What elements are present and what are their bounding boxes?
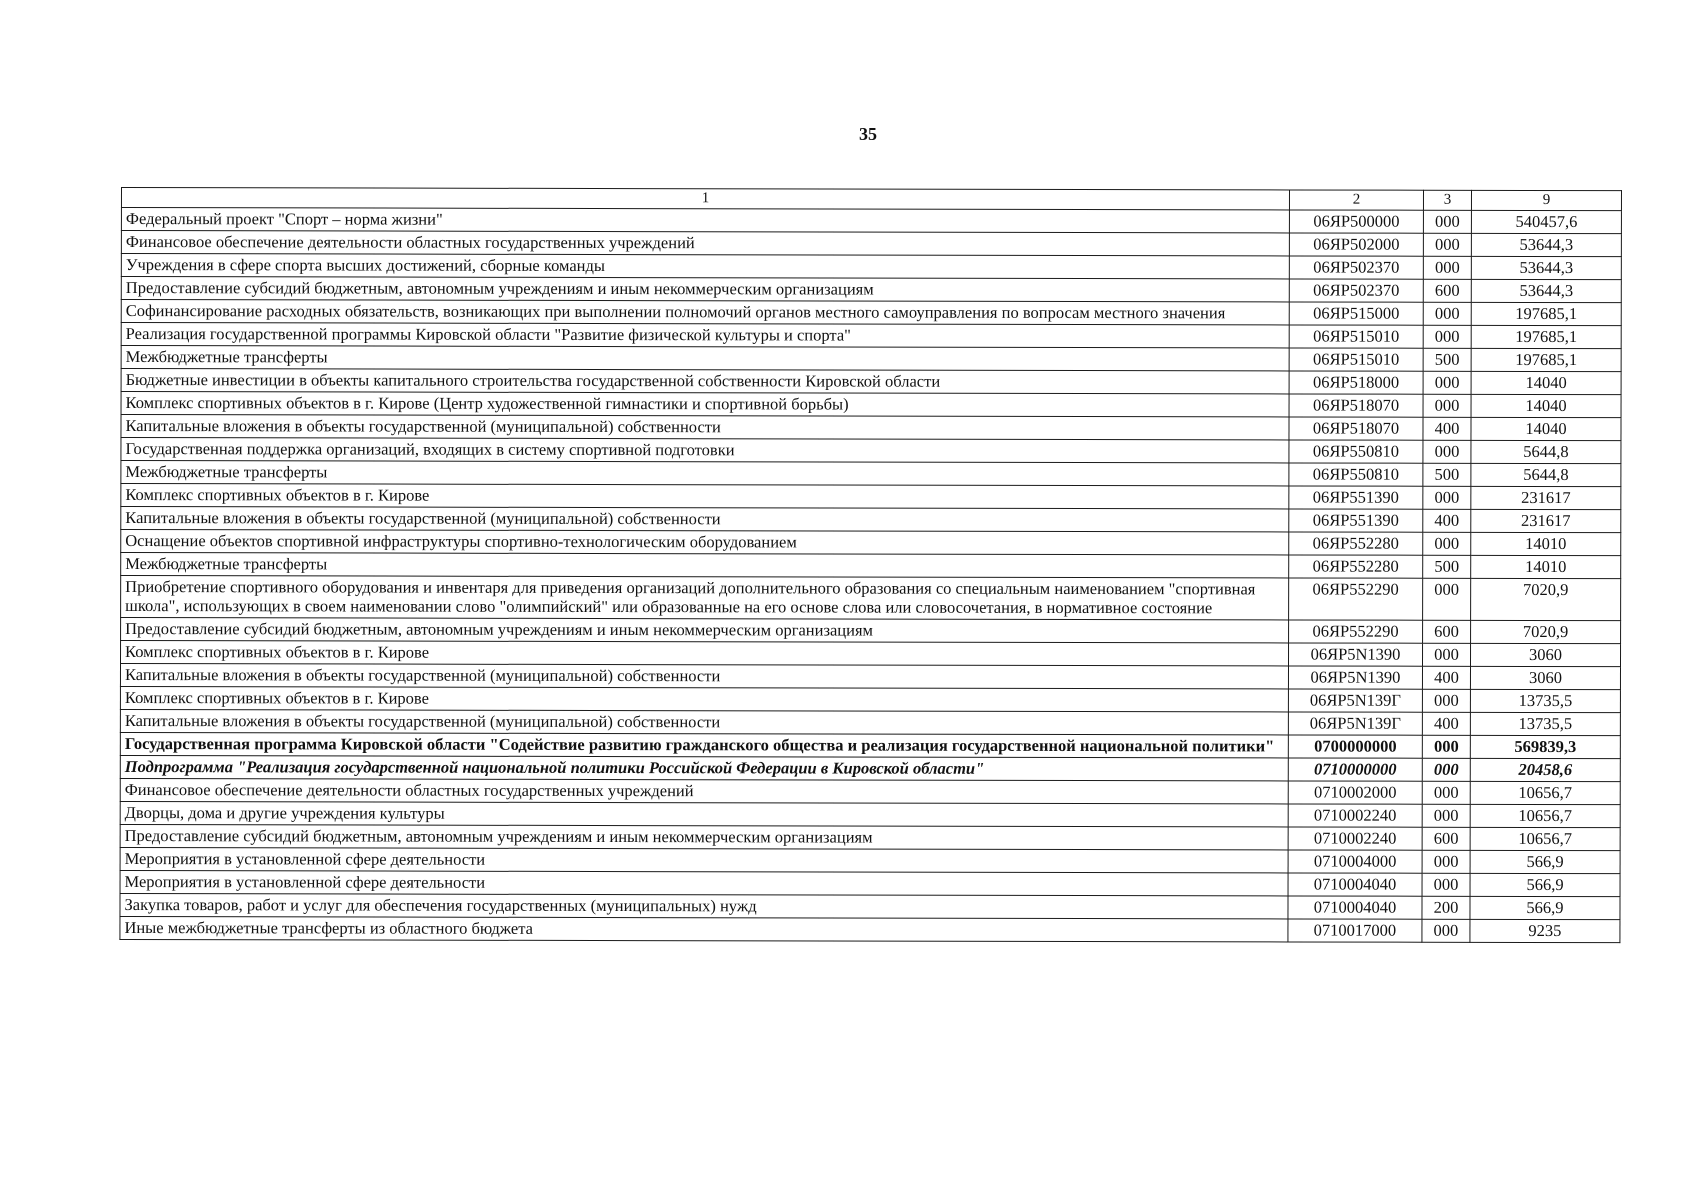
cell-name: Капитальные вложения в объекты государственной (муниципальной) собственности xyxy=(121,415,1289,440)
cell-name: Предоставление субсидий бюджетным, автономным учреждениям и иным некоммерческим организациям xyxy=(121,277,1289,302)
table-row xyxy=(120,755,1620,781)
cell-name: Учреждения в сфере спорта высших достижений, сборные команды xyxy=(121,254,1289,279)
table-row xyxy=(121,300,1621,326)
cell-vr: 400 xyxy=(1423,509,1471,532)
cell-name: Приобретение спортивного оборудования и инвентаря для приведения организаций дополнительного образования со специальным наименованием "спортивная школа", использующих в своем наименовании слово "олимпийский" или образованные на его основе слова или словосочетания, в нормативное состояние xyxy=(121,576,1289,620)
cell-code: 06ЯР550810 xyxy=(1289,463,1423,486)
cell-vr: 600 xyxy=(1423,620,1471,643)
cell-code: 06ЯР550810 xyxy=(1289,440,1423,463)
table-row xyxy=(121,208,1621,234)
cell-amount: 13735,5 xyxy=(1470,689,1620,712)
cell-name: Капитальные вложения в объекты государственной (муниципальной) собственности xyxy=(121,507,1289,532)
cell-code: 06ЯР518000 xyxy=(1289,371,1423,394)
cell-code: 0710002240 xyxy=(1288,804,1422,827)
cell-amount: 540457,6 xyxy=(1471,210,1621,233)
cell-name: Межбюджетные трансферты xyxy=(121,461,1289,486)
table-row xyxy=(121,618,1621,644)
cell-vr: 600 xyxy=(1423,279,1471,302)
cell-vr: 000 xyxy=(1423,210,1471,233)
table-row xyxy=(121,530,1621,556)
cell-vr: 000 xyxy=(1422,804,1470,827)
cell-code: 06ЯР5N1390 xyxy=(1288,643,1422,666)
cell-name: Капитальные вложения в объекты государственной (муниципальной) собственности xyxy=(120,664,1288,689)
cell-name: Комплекс спортивных объектов в г. Кирове (Центр художественной гимнастики и спортивной борьбы) xyxy=(121,392,1289,417)
cell-code: 06ЯР518070 xyxy=(1289,417,1423,440)
table-row xyxy=(121,277,1621,303)
cell-amount: 3060 xyxy=(1470,666,1620,689)
cell-vr: 500 xyxy=(1423,555,1471,578)
cell-code: 06ЯР518070 xyxy=(1289,394,1423,417)
table-row xyxy=(121,392,1621,418)
table-row xyxy=(120,916,1620,942)
cell-amount: 53644,3 xyxy=(1471,256,1621,279)
cell-amount: 566,9 xyxy=(1470,896,1620,919)
cell-code: 06ЯР502370 xyxy=(1289,279,1423,302)
cell-code: 0710004040 xyxy=(1288,896,1422,919)
cell-code: 06ЯР500000 xyxy=(1289,210,1423,233)
cell-code: 0710002240 xyxy=(1288,827,1422,850)
cell-name: Мероприятия в установленной сфере деятельности xyxy=(120,847,1288,872)
cell-code: 06ЯР515000 xyxy=(1289,302,1423,325)
cell-vr: 400 xyxy=(1423,417,1471,440)
cell-amount: 53644,3 xyxy=(1471,233,1621,256)
table-row xyxy=(120,732,1620,758)
cell-amount: 10656,7 xyxy=(1470,827,1620,850)
cell-name: Финансовое обеспечение деятельности областных государственных учреждений xyxy=(120,778,1288,803)
table-row xyxy=(120,709,1620,735)
cell-vr: 000 xyxy=(1423,256,1471,279)
cell-vr: 000 xyxy=(1422,758,1470,781)
cell-amount: 14040 xyxy=(1471,417,1621,440)
table-row xyxy=(121,415,1621,441)
table-row xyxy=(121,323,1621,349)
cell-name: Комплекс спортивных объектов в г. Кирове xyxy=(121,641,1289,666)
cell-code: 0710017000 xyxy=(1288,919,1422,942)
cell-code: 06ЯР5N139Г xyxy=(1288,689,1422,712)
cell-amount: 197685,1 xyxy=(1471,302,1621,325)
cell-code: 06ЯР552290 xyxy=(1289,578,1423,620)
cell-amount: 5644,8 xyxy=(1471,463,1621,486)
table-row xyxy=(121,576,1621,621)
table-row xyxy=(120,870,1620,896)
cell-amount: 566,9 xyxy=(1470,850,1620,873)
cell-amount: 10656,7 xyxy=(1470,804,1620,827)
cell-name: Федеральный проект "Спорт – норма жизни" xyxy=(121,208,1289,233)
cell-code: 0710004000 xyxy=(1288,850,1422,873)
cell-amount: 14010 xyxy=(1471,532,1621,555)
cell-code: 0710002000 xyxy=(1288,781,1422,804)
cell-vr: 000 xyxy=(1423,486,1471,509)
cell-vr: 400 xyxy=(1422,712,1470,735)
header-col-name: 1 xyxy=(121,188,1289,210)
cell-code: 06ЯР515010 xyxy=(1289,348,1423,371)
table-row xyxy=(121,484,1621,510)
cell-code: 06ЯР551390 xyxy=(1289,486,1423,509)
page-number: 35 xyxy=(859,124,877,144)
cell-code: 06ЯР5N139Г xyxy=(1288,712,1422,735)
cell-code: 0710004040 xyxy=(1288,873,1422,896)
cell-code: 06ЯР552280 xyxy=(1289,532,1423,555)
cell-vr: 000 xyxy=(1422,689,1470,712)
cell-name: Межбюджетные трансферты xyxy=(121,553,1289,578)
table-row xyxy=(120,778,1620,804)
header-col-amount: 9 xyxy=(1471,190,1621,210)
cell-amount: 231617 xyxy=(1471,509,1621,532)
cell-vr: 000 xyxy=(1423,532,1471,555)
cell-name: Комплекс спортивных объектов в г. Кирове xyxy=(121,484,1289,509)
cell-name: Мероприятия в установленной сфере деятельности xyxy=(120,870,1288,895)
cell-vr: 000 xyxy=(1423,325,1471,348)
cell-vr: 000 xyxy=(1423,440,1471,463)
cell-code: 06ЯР502000 xyxy=(1289,233,1423,256)
cell-amount: 569839,3 xyxy=(1470,735,1620,758)
cell-vr: 000 xyxy=(1422,919,1470,942)
cell-vr: 000 xyxy=(1423,302,1471,325)
cell-amount: 197685,1 xyxy=(1471,325,1621,348)
cell-vr: 500 xyxy=(1423,463,1471,486)
cell-amount: 14010 xyxy=(1471,555,1621,578)
cell-code: 06ЯР515010 xyxy=(1289,325,1423,348)
cell-vr: 500 xyxy=(1423,348,1471,371)
cell-code: 06ЯР502370 xyxy=(1289,256,1423,279)
cell-vr: 000 xyxy=(1422,873,1470,896)
cell-amount: 5644,8 xyxy=(1471,440,1621,463)
cell-amount: 9235 xyxy=(1470,919,1620,942)
cell-name: Бюджетные инвестиции в объекты капитального строительства государственной собственности Кировской области xyxy=(121,369,1289,394)
cell-name: Подпрограмма "Реализация государственной национальной политики Российской Федерации в Кировской области" xyxy=(120,755,1288,780)
table-row xyxy=(120,893,1620,919)
cell-amount: 7020,9 xyxy=(1471,620,1621,643)
table-row xyxy=(120,824,1620,850)
cell-vr: 000 xyxy=(1422,850,1470,873)
cell-amount: 20458,6 xyxy=(1470,758,1620,781)
cell-amount: 13735,5 xyxy=(1470,712,1620,735)
cell-amount: 14040 xyxy=(1471,394,1621,417)
cell-name: Реализация государственной программы Кировской области "Развитие физической культуры и спорта" xyxy=(121,323,1289,348)
cell-code: 06ЯР551390 xyxy=(1289,509,1423,532)
table-row xyxy=(120,686,1620,712)
cell-name: Дворцы, дома и другие учреждения культуры xyxy=(120,801,1288,826)
table-row xyxy=(121,231,1621,257)
cell-amount: 10656,7 xyxy=(1470,781,1620,804)
cell-vr: 000 xyxy=(1423,233,1471,256)
table-row xyxy=(121,507,1621,533)
cell-name: Капитальные вложения в объекты государственной (муниципальной) собственности xyxy=(120,709,1288,734)
cell-amount: 53644,3 xyxy=(1471,279,1621,302)
cell-name: Предоставление субсидий бюджетным, автономным учреждениям и иным некоммерческим организациям xyxy=(120,824,1288,849)
cell-name: Межбюджетные трансферты xyxy=(121,346,1289,371)
cell-name: Государственная программа Кировской области "Содействие развитию гражданского общества и реализация государственной национальной политики" xyxy=(120,732,1288,757)
cell-name: Закупка товаров, работ и услуг для обеспечения государственных (муниципальных) нужд xyxy=(120,893,1288,918)
cell-code: 06ЯР552290 xyxy=(1289,620,1423,643)
table-row xyxy=(120,801,1620,827)
cell-name: Оснащение объектов спортивной инфраструктуры спортивно-технологическим оборудованием xyxy=(121,530,1289,555)
table-row xyxy=(120,847,1620,873)
cell-amount: 3060 xyxy=(1470,643,1620,666)
cell-code: 0710000000 xyxy=(1288,758,1422,781)
cell-amount: 7020,9 xyxy=(1471,578,1621,620)
table-row xyxy=(120,664,1620,690)
cell-amount: 566,9 xyxy=(1470,873,1620,896)
cell-amount: 231617 xyxy=(1471,486,1621,509)
cell-vr: 000 xyxy=(1423,578,1471,620)
cell-vr: 000 xyxy=(1422,643,1470,666)
cell-code: 06ЯР552280 xyxy=(1289,555,1423,578)
budget-table xyxy=(119,187,1622,943)
cell-vr: 200 xyxy=(1422,896,1470,919)
table-row xyxy=(121,369,1621,395)
table-row xyxy=(121,254,1621,280)
cell-vr: 600 xyxy=(1422,827,1470,850)
table-row xyxy=(121,346,1621,372)
cell-amount: 14040 xyxy=(1471,371,1621,394)
cell-name: Предоставление субсидий бюджетным, автономным учреждениям и иным некоммерческим организациям xyxy=(121,618,1289,643)
cell-code: 06ЯР5N1390 xyxy=(1288,666,1422,689)
table-row xyxy=(121,461,1621,487)
cell-amount: 197685,1 xyxy=(1471,348,1621,371)
header-col-vr: 3 xyxy=(1423,190,1471,210)
cell-name: Иные межбюджетные трансферты из областного бюджета xyxy=(120,916,1288,941)
cell-name: Комплекс спортивных объектов в г. Кирове xyxy=(120,686,1288,711)
table-row xyxy=(121,641,1621,667)
cell-code: 0700000000 xyxy=(1288,735,1422,758)
cell-name: Финансовое обеспечение деятельности областных государственных учреждений xyxy=(121,231,1289,256)
cell-name: Государственная поддержка организаций, входящих в систему спортивной подготовки xyxy=(121,438,1289,463)
table-row xyxy=(121,553,1621,579)
cell-vr: 000 xyxy=(1422,735,1470,758)
cell-vr: 000 xyxy=(1423,394,1471,417)
table-body xyxy=(120,208,1622,943)
header-col-code: 2 xyxy=(1289,190,1423,210)
cell-vr: 000 xyxy=(1423,371,1471,394)
cell-name: Софинансирование расходных обязательств, возникающих при выполнении полномочий органов местного самоуправления по вопросам местного значения xyxy=(121,300,1289,325)
cell-vr: 400 xyxy=(1422,666,1470,689)
table-row xyxy=(121,438,1621,464)
cell-vr: 000 xyxy=(1422,781,1470,804)
